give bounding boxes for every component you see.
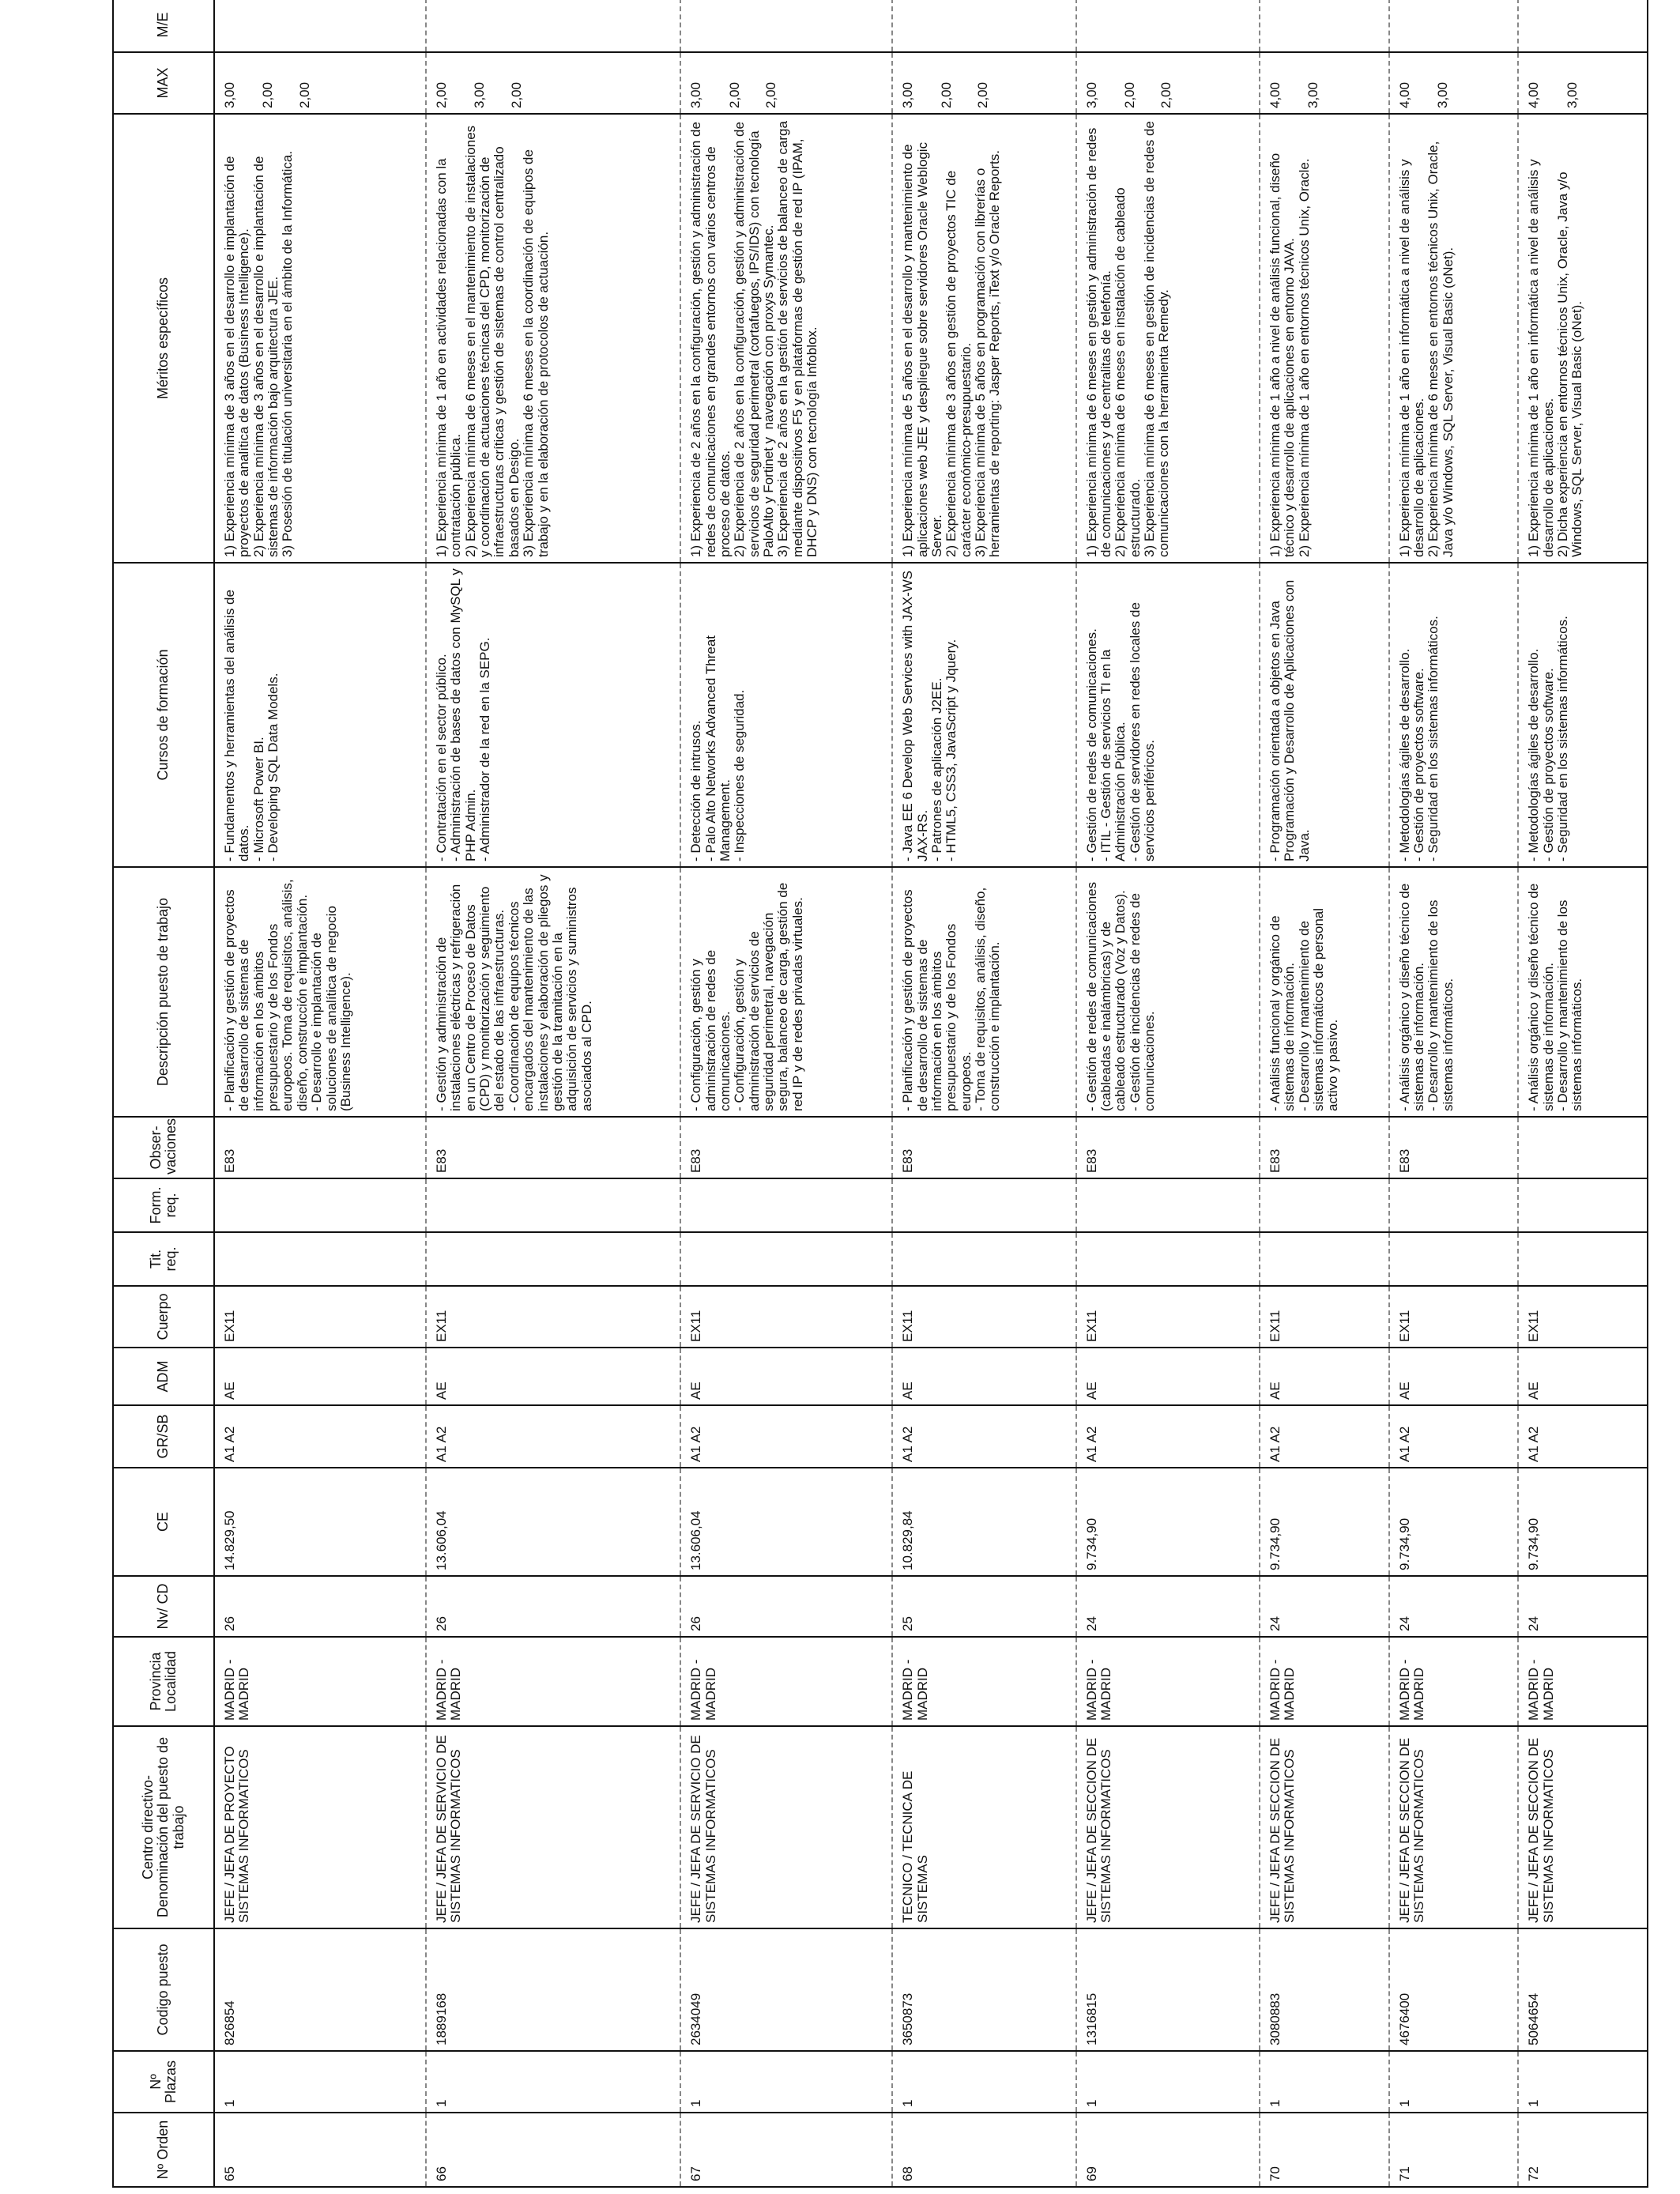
cell-cursos bbox=[1076, 563, 1260, 867]
cell-cuerpo: EX11 bbox=[892, 1286, 1075, 1348]
cell-max bbox=[1076, 52, 1260, 114]
cell-meritos bbox=[1518, 114, 1648, 563]
cell-obs: E83 bbox=[426, 1117, 680, 1178]
max-score: 2,00 bbox=[433, 81, 449, 108]
cell-cursos bbox=[1260, 563, 1389, 867]
cell-cursos bbox=[1389, 563, 1519, 867]
cursos-line: - Seguridad en los sistemas informáticos. bbox=[1426, 616, 1441, 861]
cell-adm: AE bbox=[1518, 1348, 1648, 1405]
table-row bbox=[426, 0, 680, 2187]
cell-tit bbox=[680, 1232, 892, 1286]
descripcion-line: - Desarrollo e implantación de soluciones de analítica de negocio (Business Intelligence). bbox=[309, 902, 353, 1111]
cell-obs: E83 bbox=[214, 1117, 426, 1178]
cell-adm: AE bbox=[426, 1348, 680, 1405]
cell-cuerpo: EX11 bbox=[1389, 1286, 1519, 1348]
header-obs: Obser- vaciones bbox=[113, 1117, 214, 1178]
max-score: 2,00 bbox=[1121, 81, 1137, 108]
max-score: 4,00 bbox=[1396, 81, 1412, 108]
table-row bbox=[214, 0, 426, 2187]
header-row bbox=[113, 0, 214, 2187]
cell-ce: 9.734,90 bbox=[1389, 1468, 1519, 1576]
cell-grsb: A1 A2 bbox=[1518, 1405, 1648, 1468]
cell-plazas: 1 bbox=[426, 2051, 680, 2113]
cell-orden: 71 bbox=[1389, 2113, 1519, 2187]
cell-nivel: 24 bbox=[1076, 1576, 1260, 1637]
cursos-line: - Gestión de redes de comunicaciones. bbox=[1083, 628, 1099, 861]
cell-cursos bbox=[680, 563, 892, 867]
cell-meritos bbox=[214, 114, 426, 563]
cell-ce: 13.606,04 bbox=[426, 1468, 680, 1576]
descripcion-line: - Planificación y gestión de proyectos de desarrollo de sistemas de información en los ámbitos presupuestario y de los Fondos europeos. bbox=[900, 885, 974, 1111]
cell-plazas: 1 bbox=[1518, 2051, 1648, 2113]
table-row bbox=[1076, 0, 1260, 2187]
cell-max bbox=[1389, 52, 1519, 114]
max-score: 4,00 bbox=[1526, 81, 1542, 108]
meritos-line: 3) Experiencia mínima de 5 años en programación con librerías o herramientas de reporting: Jasper Reports, iText y/o Oracle Reports. bbox=[973, 150, 1003, 557]
cell-plazas: 1 bbox=[1389, 2051, 1519, 2113]
max-score: 3,00 bbox=[688, 81, 704, 108]
meritos-line: 3) Experiencia mínima de 6 meses en la coordinación de equipos de trabajo y en la elaboración de protocolos de actuación. bbox=[521, 145, 551, 557]
meritos-line: 1) Experiencia de 2 años en la configuración, gestión y administración de redes de comunicaciones en grandes entornos con varios centros de proceso de datos. bbox=[688, 118, 733, 557]
cell-codigo: 3080883 bbox=[1260, 1928, 1389, 2051]
header-centro: Centro directivo- Denominación del puesto de trabajo bbox=[113, 1726, 214, 1928]
cell-codigo: 1316815 bbox=[1076, 1928, 1260, 2051]
cell-cuerpo: EX11 bbox=[1260, 1286, 1389, 1348]
descripcion-line: - Gestión de redes de comunicaciones (cableadas e inalámbricas) y de cableado estructurado (Voz y Datos). bbox=[1083, 878, 1128, 1111]
cursos-line: - Detección de intrusos. bbox=[688, 720, 704, 861]
cell-nivel: 25 bbox=[892, 1576, 1075, 1637]
cell-grsb: A1 A2 bbox=[892, 1405, 1075, 1468]
cell-orden: 66 bbox=[426, 2113, 680, 2187]
cell-me bbox=[892, 0, 1075, 52]
table-row bbox=[1518, 0, 1648, 2187]
max-score: 2,00 bbox=[974, 81, 990, 108]
cell-codigo: 4676400 bbox=[1389, 1928, 1519, 2051]
cursos-line: - Palo Alto Networks Advanced Threat Management. bbox=[703, 631, 733, 861]
cell-centro: TECNICO / TECNICA DE SISTEMAS bbox=[892, 1726, 1075, 1928]
meritos-line: 3) Posesión de titulación universitaria en el ámbito de la Informática. bbox=[280, 150, 296, 557]
cell-nivel: 26 bbox=[214, 1576, 426, 1637]
max-score: 2,00 bbox=[1158, 81, 1174, 108]
cell-codigo: 5064654 bbox=[1518, 1928, 1648, 2051]
meritos-line: 2) Experiencia de 2 años en la configuración, gestión y administración de servicios de seguridad perimetral (cortafuegos, IPS/IDS) con tecnología PaloAlto y Fortinet y navegación con proxys Symantec. bbox=[732, 118, 777, 557]
cell-cursos bbox=[426, 563, 680, 867]
header-max: MAX bbox=[113, 52, 214, 114]
max-score: 3,00 bbox=[1083, 81, 1099, 108]
cell-obs bbox=[1518, 1117, 1648, 1178]
descripcion-line: - Gestión de incidencias de redes de comunicaciones. bbox=[1127, 889, 1157, 1111]
cell-grsb: A1 A2 bbox=[426, 1405, 680, 1468]
cell-cursos bbox=[892, 563, 1075, 867]
table-row bbox=[1260, 0, 1389, 2187]
cell-provincia: MADRID - MADRID bbox=[1260, 1637, 1389, 1726]
cell-plazas: 1 bbox=[892, 2051, 1075, 2113]
max-score: 3,00 bbox=[1564, 81, 1580, 108]
header-tit: Tit. req. bbox=[113, 1232, 214, 1286]
cursos-line: - Microsoft Power BI. bbox=[250, 737, 266, 861]
cursos-line: - HTML5, CSS3, JavaScript y Jquery. bbox=[944, 639, 959, 861]
cell-form bbox=[1518, 1178, 1648, 1232]
cell-meritos bbox=[680, 114, 892, 563]
cell-ce: 13.606,04 bbox=[680, 1468, 892, 1576]
max-score: 2,00 bbox=[763, 81, 778, 108]
cell-orden: 65 bbox=[214, 2113, 426, 2187]
cell-orden: 68 bbox=[892, 2113, 1075, 2187]
cursos-line: - Developing SQL Data Models. bbox=[266, 673, 281, 861]
cell-provincia: MADRID - MADRID bbox=[1076, 1637, 1260, 1726]
cell-grsb: A1 A2 bbox=[1076, 1405, 1260, 1468]
cell-descripcion bbox=[214, 867, 426, 1117]
table-row bbox=[680, 0, 892, 2187]
meritos-line: 1) Experiencia mínima de 1 año en informática a nivel de análisis y desarrollo de aplicaciones. bbox=[1526, 155, 1556, 557]
max-score: 2,00 bbox=[260, 81, 276, 108]
header-cursos: Cursos de formación bbox=[113, 563, 214, 867]
cell-provincia: MADRID - MADRID bbox=[1389, 1637, 1519, 1726]
cell-ce: 9.734,90 bbox=[1518, 1468, 1648, 1576]
header-form: Form. req. bbox=[113, 1178, 214, 1232]
cell-plazas: 1 bbox=[214, 2051, 426, 2113]
descripcion-line: - Configuración, gestión y administración de servicios de seguridad perimetral, navegación segura, balanceo de carga, gestión de red IP y de redes privadas virtuales. bbox=[732, 879, 805, 1111]
header-ce: CE bbox=[113, 1468, 214, 1576]
max-score: 2,00 bbox=[938, 81, 954, 108]
meritos-line: 1) Experiencia mínima de 1 año a nivel de análisis funcional, diseño técnico y desarrollo de aplicaciones en entorno JAVA. bbox=[1267, 149, 1298, 557]
cell-descripcion bbox=[1076, 867, 1260, 1117]
cell-me bbox=[1260, 0, 1389, 52]
cursos-line: - Programación orientada a objetos en Java Programación y Desarrollo de Aplicaciones con Java. bbox=[1267, 576, 1312, 861]
header-orden: Nº Orden bbox=[113, 2113, 214, 2187]
cursos-line: - Metodologías ágiles de desarrollo. bbox=[1396, 648, 1412, 861]
meritos-line: 1) Experiencia mínima de 5 años en el desarrollo y mantenimiento de aplicaciones web JEE y despliegue sobre servidores Oracle Weblogic Server. bbox=[900, 138, 944, 557]
cell-descripcion bbox=[1260, 867, 1389, 1117]
cursos-line: - Gestión de proyectos software. bbox=[1411, 668, 1426, 861]
header-nivel: Nv/ CD bbox=[113, 1576, 214, 1637]
meritos-line: 2) Experiencia mínima de 1 año en entornos técnicos Unix, Oracle. bbox=[1296, 158, 1312, 557]
meritos-line: 2) Experiencia mínima de 3 años en el desarrollo e implantación de sistemas de información bajo arquitectura JEE. bbox=[250, 152, 281, 557]
header-me: M/E bbox=[113, 0, 214, 52]
cell-adm: AE bbox=[1076, 1348, 1260, 1405]
cell-tit bbox=[1518, 1232, 1648, 1286]
cell-ce: 9.734,90 bbox=[1260, 1468, 1389, 1576]
max-score: 3,00 bbox=[222, 81, 237, 108]
cell-cursos bbox=[1518, 563, 1648, 867]
descripcion-line: - Análisis orgánico y diseño técnico de sistemas de información. bbox=[1526, 880, 1556, 1111]
cell-form bbox=[214, 1178, 426, 1232]
max-score: 3,00 bbox=[1434, 81, 1450, 108]
cursos-line: - Gestión de proyectos software. bbox=[1540, 668, 1556, 861]
cell-me bbox=[1389, 0, 1519, 52]
descripcion-line: - Desarrollo y mantenimiento de los sistemas informáticos. bbox=[1426, 895, 1456, 1111]
cell-form bbox=[680, 1178, 892, 1232]
descripcion-line: - Gestión y administración de instalaciones eléctricas y refrigeración en un Centro de Proceso de Datos (CPD) y monitorización y seguimiento del estado de las infraestructuras. bbox=[433, 880, 507, 1111]
cell-orden: 70 bbox=[1260, 2113, 1389, 2187]
cell-nivel: 24 bbox=[1518, 1576, 1648, 1637]
header-meritos: Méritos específicos bbox=[113, 114, 214, 563]
cell-descripcion bbox=[1389, 867, 1519, 1117]
descripcion-line: - Planificación y gestión de proyectos de desarrollo de sistemas de información en los ámbitos presupuestario y de los Fondos europeos. Toma de requisitos, análisis, diseño, construcción e implantación. bbox=[222, 875, 310, 1111]
header-plazas: Nº Plazas bbox=[113, 2051, 214, 2113]
max-score: 2,00 bbox=[726, 81, 742, 108]
meritos-line: 1) Experiencia mínima de 6 meses en gestión y administración de redes de comunicaciones y de centralitas de telefonía. bbox=[1083, 123, 1113, 557]
header-codigo: Codigo puesto bbox=[113, 1928, 214, 2051]
meritos-line: 2) Experiencia mínima de 3 años en gestión de proyectos TIC de carácter económico-presupuestario. bbox=[944, 167, 974, 557]
cell-max bbox=[1518, 52, 1648, 114]
cell-centro: JEFE / JEFA DE SECCION DE SISTEMAS INFORMATICOS bbox=[1260, 1726, 1389, 1928]
cell-provincia: MADRID - MADRID bbox=[214, 1637, 426, 1726]
cell-descripcion bbox=[1518, 867, 1648, 1117]
cell-adm: AE bbox=[892, 1348, 1075, 1405]
cursos-line: - Seguridad en los sistemas informáticos. bbox=[1554, 616, 1570, 861]
cell-max bbox=[892, 52, 1075, 114]
cell-codigo: 1889168 bbox=[426, 1928, 680, 2051]
cell-orden: 69 bbox=[1076, 2113, 1260, 2187]
job-positions-table bbox=[112, 0, 1648, 2188]
cell-me bbox=[1518, 0, 1648, 52]
cursos-line: - Administrador de la red en la SEPG. bbox=[477, 637, 493, 861]
cursos-line: - Patrones de aplicación J2EE. bbox=[929, 677, 944, 861]
header-cuerpo: Cuerpo bbox=[113, 1286, 214, 1348]
cell-cuerpo: EX11 bbox=[1518, 1286, 1648, 1348]
meritos-line: 3) Experiencia mínima de 6 meses en gestión de incidencias de redes de comunicaciones con la herramienta Remedy. bbox=[1141, 117, 1172, 557]
cell-centro: JEFE / JEFA DE SECCION DE SISTEMAS INFORMATICOS bbox=[1076, 1726, 1260, 1928]
descripcion-line: - Análisis funcional y orgánico de sistemas de información. bbox=[1267, 911, 1298, 1111]
cell-meritos bbox=[426, 114, 680, 563]
cell-meritos bbox=[1076, 114, 1260, 563]
cell-obs: E83 bbox=[680, 1117, 892, 1178]
cell-centro: JEFE / JEFA DE SECCION DE SISTEMAS INFORMATICOS bbox=[1389, 1726, 1519, 1928]
cell-form bbox=[892, 1178, 1075, 1232]
cell-form bbox=[1076, 1178, 1260, 1232]
meritos-line: 1) Experiencia mínima de 3 años en el desarrollo e implantación de proyectos de analítica de datos (Business Intelligence). bbox=[222, 152, 252, 557]
cell-tit bbox=[1076, 1232, 1260, 1286]
header-grsb: GR/SB bbox=[113, 1405, 214, 1468]
cell-adm: AE bbox=[214, 1348, 426, 1405]
cell-tit bbox=[1260, 1232, 1389, 1286]
cell-me bbox=[214, 0, 426, 52]
cell-orden: 72 bbox=[1518, 2113, 1648, 2187]
cursos-line: - Inspecciones de seguridad. bbox=[732, 689, 748, 861]
cursos-line: - ITIL - Gestión de servicios TI en la Administración Pública. bbox=[1098, 646, 1128, 861]
header-adm: ADM bbox=[113, 1348, 214, 1405]
cell-meritos bbox=[1389, 114, 1519, 563]
cell-cuerpo: EX11 bbox=[426, 1286, 680, 1348]
cell-nivel: 26 bbox=[426, 1576, 680, 1637]
cell-obs: E83 bbox=[892, 1117, 1075, 1178]
cell-codigo: 2634049 bbox=[680, 1928, 892, 2051]
cell-cuerpo: EX11 bbox=[214, 1286, 426, 1348]
cell-obs: E83 bbox=[1076, 1117, 1260, 1178]
meritos-line: 2) Experiencia mínima de 6 meses en instalación de cableado estructurado. bbox=[1113, 183, 1143, 557]
descripcion-line: - Desarrollo y mantenimiento de sistemas informáticos de personal activo y pasivo. bbox=[1296, 904, 1341, 1111]
meritos-line: 2) Dicha experiencia en entornos técnicos Unix, Oracle, Java y/o Windows, SQL Server, Visual Basic (oNet). bbox=[1554, 168, 1585, 557]
cell-me bbox=[426, 0, 680, 52]
cell-descripcion bbox=[892, 867, 1075, 1117]
max-score: 2,00 bbox=[508, 81, 524, 108]
meritos-line: 2) Experiencia mínima de 6 meses en entornos técnicos Unix, Oracle, Java y/o Windows, SQL Server, Visual Basic (oNet). bbox=[1426, 137, 1456, 557]
table-row bbox=[1389, 0, 1519, 2187]
cell-max bbox=[680, 52, 892, 114]
cell-tit bbox=[214, 1232, 426, 1286]
table-body bbox=[214, 0, 1648, 2187]
cell-meritos bbox=[892, 114, 1075, 563]
cell-cuerpo: EX11 bbox=[1076, 1286, 1260, 1348]
meritos-line: 3) Experiencia de 2 años en la gestión de servicios de balanceo de carga mediante dispositivos F5 y en plataformas de gestión de red IP (IPAM, DHCP y DNS) con tecnología Infoblox. bbox=[775, 117, 820, 557]
max-score: 3,00 bbox=[1305, 81, 1321, 108]
cell-ce: 14.829,50 bbox=[214, 1468, 426, 1576]
cell-provincia: MADRID - MADRID bbox=[1518, 1637, 1648, 1726]
cell-tit bbox=[426, 1232, 680, 1286]
cell-adm: AE bbox=[1260, 1348, 1389, 1405]
descripcion-line: - Configuración, gestión y administración de redes de comunicaciones. bbox=[688, 946, 733, 1111]
table-row bbox=[892, 0, 1075, 2187]
cell-form bbox=[1260, 1178, 1389, 1232]
cell-provincia: MADRID - MADRID bbox=[680, 1637, 892, 1726]
cell-descripcion bbox=[426, 867, 680, 1117]
max-score: 4,00 bbox=[1267, 81, 1283, 108]
cell-cuerpo: EX11 bbox=[680, 1286, 892, 1348]
descripcion-line: - Coordinación de equipos técnicos encargados del mantenimiento de las instalaciones y elaboración de pliegos y gestión de la tramitación en la adquisición de servicios y suministros asociados al CPD. bbox=[506, 870, 594, 1111]
cell-cursos bbox=[214, 563, 426, 867]
cell-obs: E83 bbox=[1260, 1117, 1389, 1178]
header-provincia: Provincia Localidad bbox=[113, 1637, 214, 1726]
cell-tit bbox=[1389, 1232, 1519, 1286]
cell-ce: 10.829,84 bbox=[892, 1468, 1075, 1576]
cell-form bbox=[1389, 1178, 1519, 1232]
cell-tit bbox=[892, 1232, 1075, 1286]
cell-obs: E83 bbox=[1389, 1117, 1519, 1178]
cell-plazas: 1 bbox=[1076, 2051, 1260, 2113]
cursos-line: - Fundamentos y herramientas del análisis de datos. bbox=[222, 586, 252, 861]
cell-me bbox=[1076, 0, 1260, 52]
cursos-line: - Contratación en el sector público. bbox=[433, 654, 449, 861]
cell-nivel: 24 bbox=[1260, 1576, 1389, 1637]
descripcion-line: - Análisis orgánico y diseño técnico de sistemas de información. bbox=[1396, 880, 1426, 1111]
cell-max bbox=[214, 52, 426, 114]
descripcion-line: - Desarrollo y mantenimiento de los sistemas informáticos. bbox=[1554, 895, 1585, 1111]
meritos-line: 2) Experiencia mínima de 6 meses en el mantenimiento de instalaciones y coordinación de actuaciones técnicas del CPD, monitorización de infraestructuras críticas y gestión de sistemas de control centralizado basados en Desigo. bbox=[462, 122, 522, 557]
cell-centro: JEFE / JEFA DE SERVICIO DE SISTEMAS INFORMATICOS bbox=[680, 1726, 892, 1928]
cell-max bbox=[1260, 52, 1389, 114]
cell-centro: JEFE / JEFA DE SECCION DE SISTEMAS INFORMATICOS bbox=[1518, 1726, 1648, 1928]
cell-adm: AE bbox=[1389, 1348, 1519, 1405]
cell-plazas: 1 bbox=[1260, 2051, 1389, 2113]
cursos-line: - Java EE 6 Develop Web Services with JAX-WS JAX-RS. bbox=[900, 567, 930, 861]
header-descripcion: Descripción puesto de trabajo bbox=[113, 867, 214, 1117]
cell-orden: 67 bbox=[680, 2113, 892, 2187]
cell-grsb: A1 A2 bbox=[214, 1405, 426, 1468]
max-score: 2,00 bbox=[296, 81, 312, 108]
cell-codigo: 3650873 bbox=[892, 1928, 1075, 2051]
cell-adm: AE bbox=[680, 1348, 892, 1405]
cell-form bbox=[426, 1178, 680, 1232]
cursos-line: - Administración de bases de datos con MySQL y PHP Admin. bbox=[448, 564, 478, 861]
cell-plazas: 1 bbox=[680, 2051, 892, 2113]
max-score: 3,00 bbox=[900, 81, 916, 108]
cell-codigo: 826854 bbox=[214, 1928, 426, 2051]
cell-me bbox=[680, 0, 892, 52]
cell-grsb: A1 A2 bbox=[680, 1405, 892, 1468]
descripcion-line: - Toma de requisitos, análisis, diseño, construcción e implantación. bbox=[973, 884, 1003, 1111]
cursos-line: - Metodologías ágiles de desarrollo. bbox=[1526, 648, 1542, 861]
cell-provincia: MADRID - MADRID bbox=[426, 1637, 680, 1726]
cell-grsb: A1 A2 bbox=[1389, 1405, 1519, 1468]
meritos-line: 1) Experiencia mínima de 1 año en informática a nivel de análisis y desarrollo de aplicaciones. bbox=[1396, 155, 1426, 557]
cell-centro: JEFE / JEFA DE SERVICIO DE SISTEMAS INFORMATICOS bbox=[426, 1726, 680, 1928]
max-score: 3,00 bbox=[472, 81, 488, 108]
cell-provincia: MADRID - MADRID bbox=[892, 1637, 1075, 1726]
cell-max bbox=[426, 52, 680, 114]
cell-ce: 9.734,90 bbox=[1076, 1468, 1260, 1576]
cell-grsb: A1 A2 bbox=[1260, 1405, 1389, 1468]
cursos-line: - Gestión de servidores en redes locales de servicios periféricos. bbox=[1127, 598, 1157, 861]
cell-nivel: 26 bbox=[680, 1576, 892, 1637]
cell-nivel: 24 bbox=[1389, 1576, 1519, 1637]
cell-meritos bbox=[1260, 114, 1389, 563]
meritos-line: 1) Experiencia mínima de 1 año en actividades relacionadas con la contratación pública. bbox=[433, 154, 464, 557]
cell-descripcion bbox=[680, 867, 892, 1117]
cell-centro: JEFE / JEFA DE PROYECTO SISTEMAS INFORMATICOS bbox=[214, 1726, 426, 1928]
